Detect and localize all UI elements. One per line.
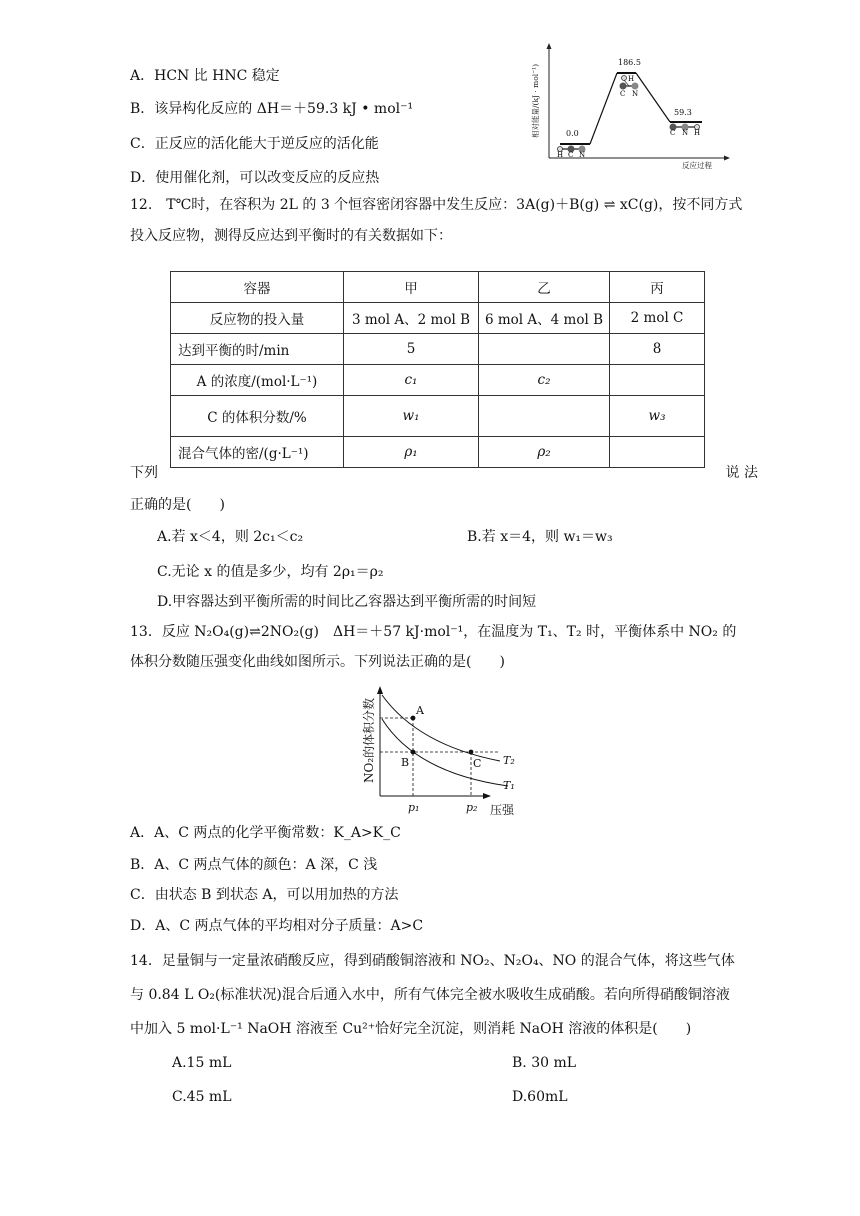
curve-t1-label: T₁: [503, 779, 515, 792]
hcn-molecule-icon: [557, 146, 586, 160]
table-cell: [479, 396, 610, 437]
point-b: [411, 750, 416, 755]
table-cell: 8: [610, 334, 705, 365]
svg-text:H: H: [694, 129, 701, 137]
table-row: [171, 365, 705, 396]
table-header-cell: 丙: [610, 272, 705, 303]
q11-energy-diagram: [522, 40, 734, 170]
table-cell: [610, 365, 705, 396]
table-row: [171, 437, 705, 468]
table-header-cell: 容器: [171, 272, 344, 303]
y-axis-label: NO₂的体积分数: [362, 697, 376, 783]
p1-label: p₁: [408, 801, 420, 814]
q13-option-a: A．A、C 两点的化学平衡常数：K_A>K_C: [130, 825, 401, 841]
svg-text:H: H: [628, 75, 635, 83]
table-cell: 6 mol A、4 mol B: [479, 303, 610, 334]
q12-option-a: A.若 x＜4，则 2c₁＜c₂: [157, 529, 304, 545]
table-cell: 2 mol C: [610, 303, 705, 334]
table-cell: 3 mol A、2 mol B: [344, 303, 479, 334]
svg-text:C: C: [568, 151, 574, 159]
q13-option-d: D．A、C 两点气体的平均相对分子质量：A>C: [130, 918, 424, 934]
q13-option-c: C．由状态 B 到状态 A，可以用加热的方法: [130, 887, 399, 903]
x-axis-label: 压强: [490, 803, 515, 817]
q13-pressure-graph: [358, 683, 530, 818]
q12-stem-line2: 投入反应物，测得反应达到平衡时的有关数据如下：: [130, 228, 452, 244]
svg-text:C: C: [670, 129, 676, 137]
table-cell: 混合气体的密/(g·L⁻¹): [171, 437, 344, 468]
q12-option-d: D.甲容器达到平衡所需的时间比乙容器达到平衡所需的时间短: [157, 594, 537, 610]
q11-option-d: D．使用催化剂，可以改变反应的反应热: [130, 170, 380, 186]
point-a: [411, 716, 416, 721]
q14-stem-line3: 中加入 5 mol·L⁻¹ NaOH 溶液至 Cu²⁺恰好完全沉淀，则消耗 NaOH 溶液的体积是( ): [130, 1021, 692, 1037]
curve-t2-label: T₂: [503, 754, 515, 767]
table-cell: 反应物的投入量: [171, 303, 344, 334]
svg-text:H: H: [557, 151, 564, 159]
q14-option-c: C.45 mL: [172, 1089, 232, 1105]
table-cell: 5: [344, 334, 479, 365]
table-cell: w₁: [344, 396, 479, 437]
transition-state-molecule-icon: [620, 75, 639, 98]
q14-option-b: B. 30 mL: [512, 1055, 577, 1071]
table-row: [171, 303, 705, 334]
q14-stem-line2: 与 0.84 L O₂(标准状况)混合后通入水中，所有气体完全被水吸收生成硝酸。若向所得硝酸铜溶液: [130, 987, 730, 1003]
table-cell: A 的浓度/(mol·L⁻¹): [171, 365, 344, 396]
q14-stem-line1: 14．足量铜与一定量浓硝酸反应，得到硝酸铜溶液和 NO₂、N₂O₄、NO 的混合气体，将这些气体: [130, 953, 735, 969]
table-cell: [610, 437, 705, 468]
hnc-molecule-icon: [670, 124, 701, 138]
point-b-label: B: [401, 756, 410, 769]
table-cell: [479, 334, 610, 365]
table-cell: c₁: [344, 365, 479, 396]
svg-text:C: C: [620, 90, 626, 98]
energy-axis-label: 相对能量/(kJ · mol⁻¹): [531, 63, 540, 138]
level-end-value: 59.3: [674, 108, 692, 117]
q14-option-d: D.60mL: [512, 1089, 568, 1105]
table-cell: 达到平衡的时/min: [171, 334, 344, 365]
table-cell: ρ₁: [344, 437, 479, 468]
table-header-row: [171, 272, 705, 303]
q13-stem-line2: 体积分数随压强变化曲线如图所示。下列说法正确的是( ): [130, 654, 505, 670]
table-cell: w₃: [610, 396, 705, 437]
svg-text:N: N: [682, 129, 689, 137]
level-start-value: 0.0: [566, 129, 579, 138]
table-cell: c₂: [479, 365, 610, 396]
p2-label: p₂: [466, 801, 478, 814]
point-c: [469, 750, 474, 755]
table-header-cell: 乙: [479, 272, 610, 303]
table-cell: C 的体积分数/%: [171, 396, 344, 437]
q11-option-b: B．该异构化反应的 ΔH＝＋59.3 kJ • mol⁻¹: [130, 101, 414, 117]
q12-question: 正确的是( ): [130, 497, 225, 513]
q12-after-table-left: 下列: [130, 465, 158, 481]
q13-option-b: B．A、C 两点气体的颜色：A 深，C 浅: [130, 857, 378, 873]
svg-text:N: N: [579, 151, 586, 159]
q13-stem-line1: 13．反应 N₂O₄(g)⇌2NO₂(g) ΔH＝＋57 kJ·mol⁻¹，在温度为 T₁、T₂ 时，平衡体系中 NO₂ 的: [130, 624, 737, 640]
table-header-cell: 甲: [344, 272, 479, 303]
reaction-progress-label: 反应过程: [682, 161, 712, 170]
q11-option-a: A．HCN 比 HNC 稳定: [130, 68, 280, 84]
q12-after-table-right: 说 法: [725, 465, 758, 481]
point-a-label: A: [416, 704, 424, 717]
svg-text:N: N: [632, 90, 639, 98]
q12-option-c: C.无论 x 的值是多少，均有 2ρ₁＝ρ₂: [157, 564, 384, 580]
level-ts-value: 186.5: [618, 58, 641, 67]
q12-option-b: B.若 x＝4，则 w₁＝w₃: [467, 529, 613, 545]
q11-option-c: C．正反应的活化能大于逆反应的活化能: [130, 136, 379, 152]
table-row: [171, 396, 705, 437]
point-c-label: C: [473, 757, 482, 770]
table-cell: ρ₂: [479, 437, 610, 468]
table-row: [171, 334, 705, 365]
q14-option-a: A.15 mL: [172, 1055, 232, 1071]
q12-data-table: [170, 271, 705, 468]
q12-stem-line1: 12. T℃时，在容积为 2L 的 3 个恒容密闭容器中发生反应：3A(g)＋B(g) ⇌ xC(g)，按不同方式: [130, 197, 743, 213]
